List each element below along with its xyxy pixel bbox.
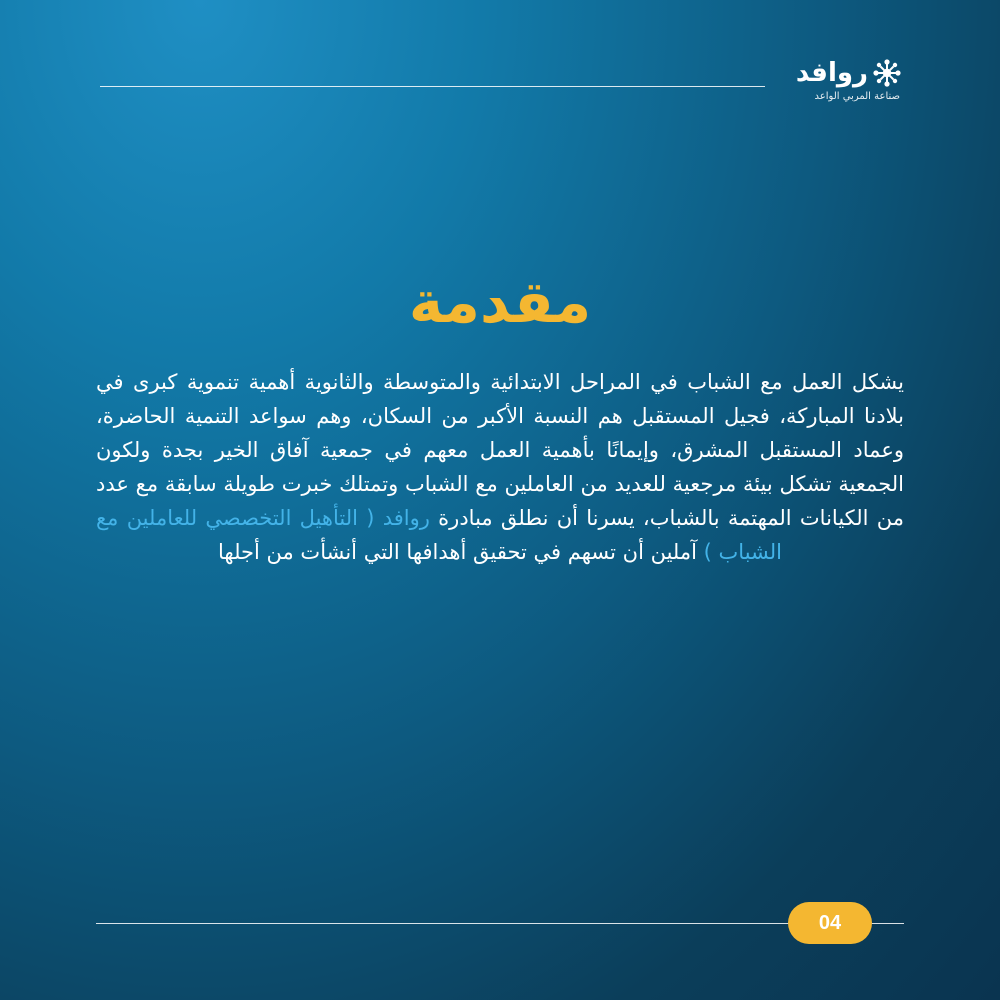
paragraph-text-part2: آملين أن تسهم في تحقيق أهدافها التي أنشأت من أجلها bbox=[218, 540, 697, 564]
rawafed-logo-icon bbox=[872, 58, 902, 88]
initiative-name-highlight: روافد ( التأهيل التخصصي للعاملين مع الشباب ) bbox=[96, 506, 782, 564]
page-title: مقدمة bbox=[408, 268, 592, 336]
top-divider bbox=[100, 86, 765, 87]
intro-paragraph bbox=[96, 365, 904, 569]
paragraph-text-part1: يشكل العمل مع الشباب في المراحل الابتدائية والمتوسطة والثانوية أهمية تنموية كبرى في بلادنا المباركة، فجيل المستقبل هم النسبة الأكبر من السكان، وهم سواعد التنمية الحاضرة، وعماد المستقبل المشرق، وإيمانًا بأهمية العمل معهم في جمعية آفاق الخير بجدة ولكون الجمعية تشكل بيئة مرجعية للعديد من العاملين مع الشباب وتمتلك خبرت طويلة سابقة مع عدد من الكيانات المهتمة بالشباب، يسرنا أن نطلق مبادرة bbox=[96, 370, 904, 530]
brand-tagline: صناعة المربي الواعد bbox=[814, 91, 900, 102]
bottom-divider bbox=[96, 923, 904, 924]
brand-logo bbox=[790, 58, 902, 114]
brand-name: روافد bbox=[795, 58, 868, 88]
logo-row bbox=[790, 58, 902, 88]
page-number-badge: 04 bbox=[788, 902, 872, 944]
